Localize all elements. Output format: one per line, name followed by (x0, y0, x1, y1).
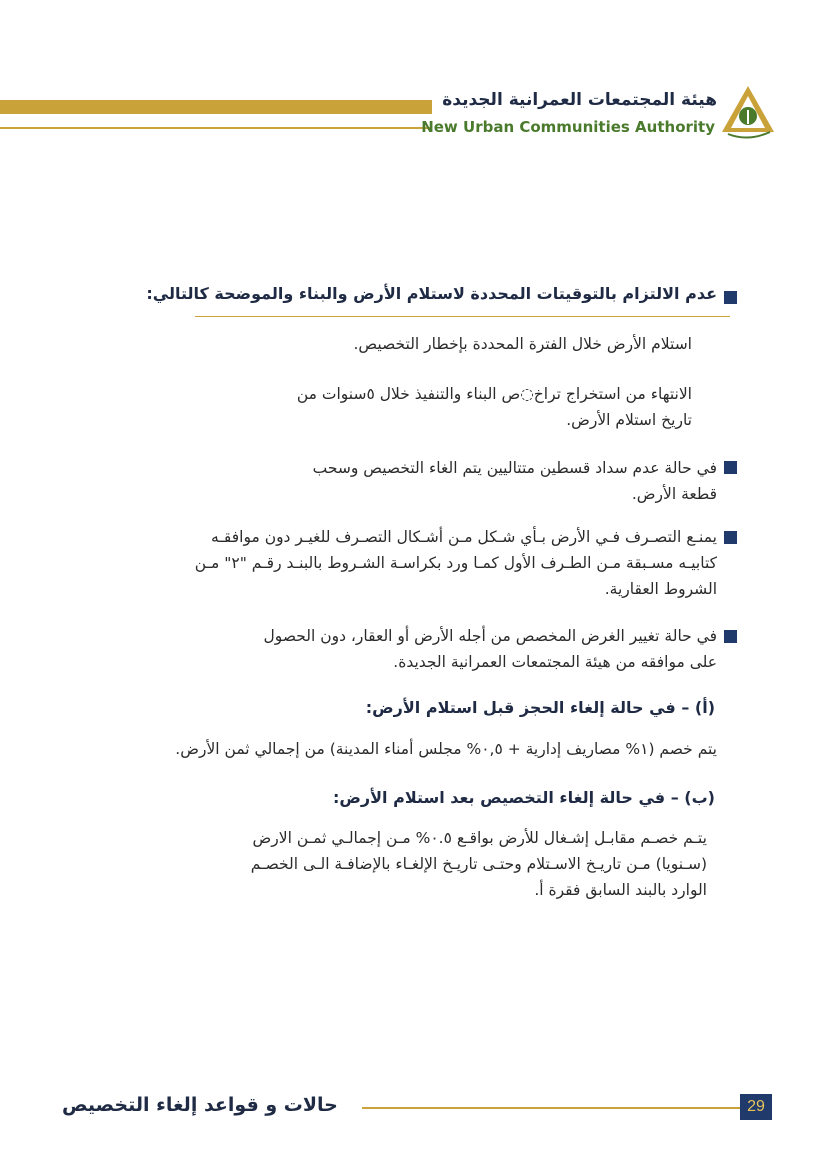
bullet-3-line1: في حالة تغيير الغرض المخصص من أجله الأرض أو العقار، دون الحصول (263, 627, 717, 645)
org-name-arabic: هيئة المجتمعات العمرانية الجديدة (442, 90, 717, 110)
org-name-english: New Urban Communities Authority (421, 118, 715, 136)
sub-item-2-line1: الانتهاء من استخراج تراخ◌ص البناء والتنفيذ خلال ٥سنوات من (296, 385, 692, 403)
bullet-3-line2: على موافقه من هيئة المجتمعات العمرانية الجديدة. (393, 653, 717, 671)
case-b-line2: (سـنويا) مـن تاريـخ الاسـتلام وحتـى تاريـخ الإلغـاء بالإضافـة الـى الخصـم (250, 855, 707, 873)
bullet-2-line1: يمنـع التصـرف فـي الأرض بـأي شـكل مـن أشـكال التصـرف للغيـر دون موافقـه (211, 528, 717, 546)
bullet-1-line1: في حالة عدم سداد قسطين متتاليين يتم الغاء التخصيص وسحب (312, 459, 717, 477)
footer-title: حالات و قواعد إلغاء التخصيص (62, 1094, 338, 1116)
case-b-title: (ب) – في حالة إلغاء التخصيص بعد استلام الأرض: (332, 788, 715, 807)
case-b-line3: الوارد بالبند السابق فقرة أ. (534, 881, 707, 899)
header-gold-bar (0, 100, 432, 114)
bullet-square (724, 630, 737, 643)
bullet-2-line3: الشروط العقارية. (604, 580, 717, 598)
header-gold-rule (0, 127, 432, 129)
nuca-logo (718, 82, 778, 142)
bullet-square (724, 531, 737, 544)
bullet-square (724, 291, 737, 304)
bullet-square (724, 461, 737, 474)
footer-gold-line (362, 1107, 740, 1109)
bullet-1-line2: قطعة الأرض. (631, 485, 717, 503)
bullet-2-line2: كتابيـه مسـبقة مـن الطـرف الأول كمـا ورد بكراسـة الشـروط بالبنـد رقـم "٢" مـن (194, 554, 717, 572)
heading-underline (195, 316, 730, 317)
case-a-text: يتم خصم (١% مصاريف إدارية + ٠,٥% مجلس أمناء المدينة) من إجمالي ثمن الأرض. (175, 740, 717, 758)
page-number: 29 (740, 1094, 772, 1120)
sub-item-2-line2: تاريخ استلام الأرض. (566, 411, 692, 429)
section-heading: عدم الالتزام بالتوقيتات المحددة لاستلام الأرض والبناء والموضحة كالتالي: (146, 284, 717, 303)
sub-item-1: استلام الأرض خلال الفترة المحددة بإخطار التخصيص. (353, 335, 692, 353)
case-b-line1: يتـم خصـم مقابـل إشـغال للأرض بواقـع ٠.٥% مـن إجمالـي ثمـن الارض (252, 829, 707, 847)
case-a-title: (أ) – في حالة إلغاء الحجز قبل استلام الأرض: (365, 698, 715, 717)
